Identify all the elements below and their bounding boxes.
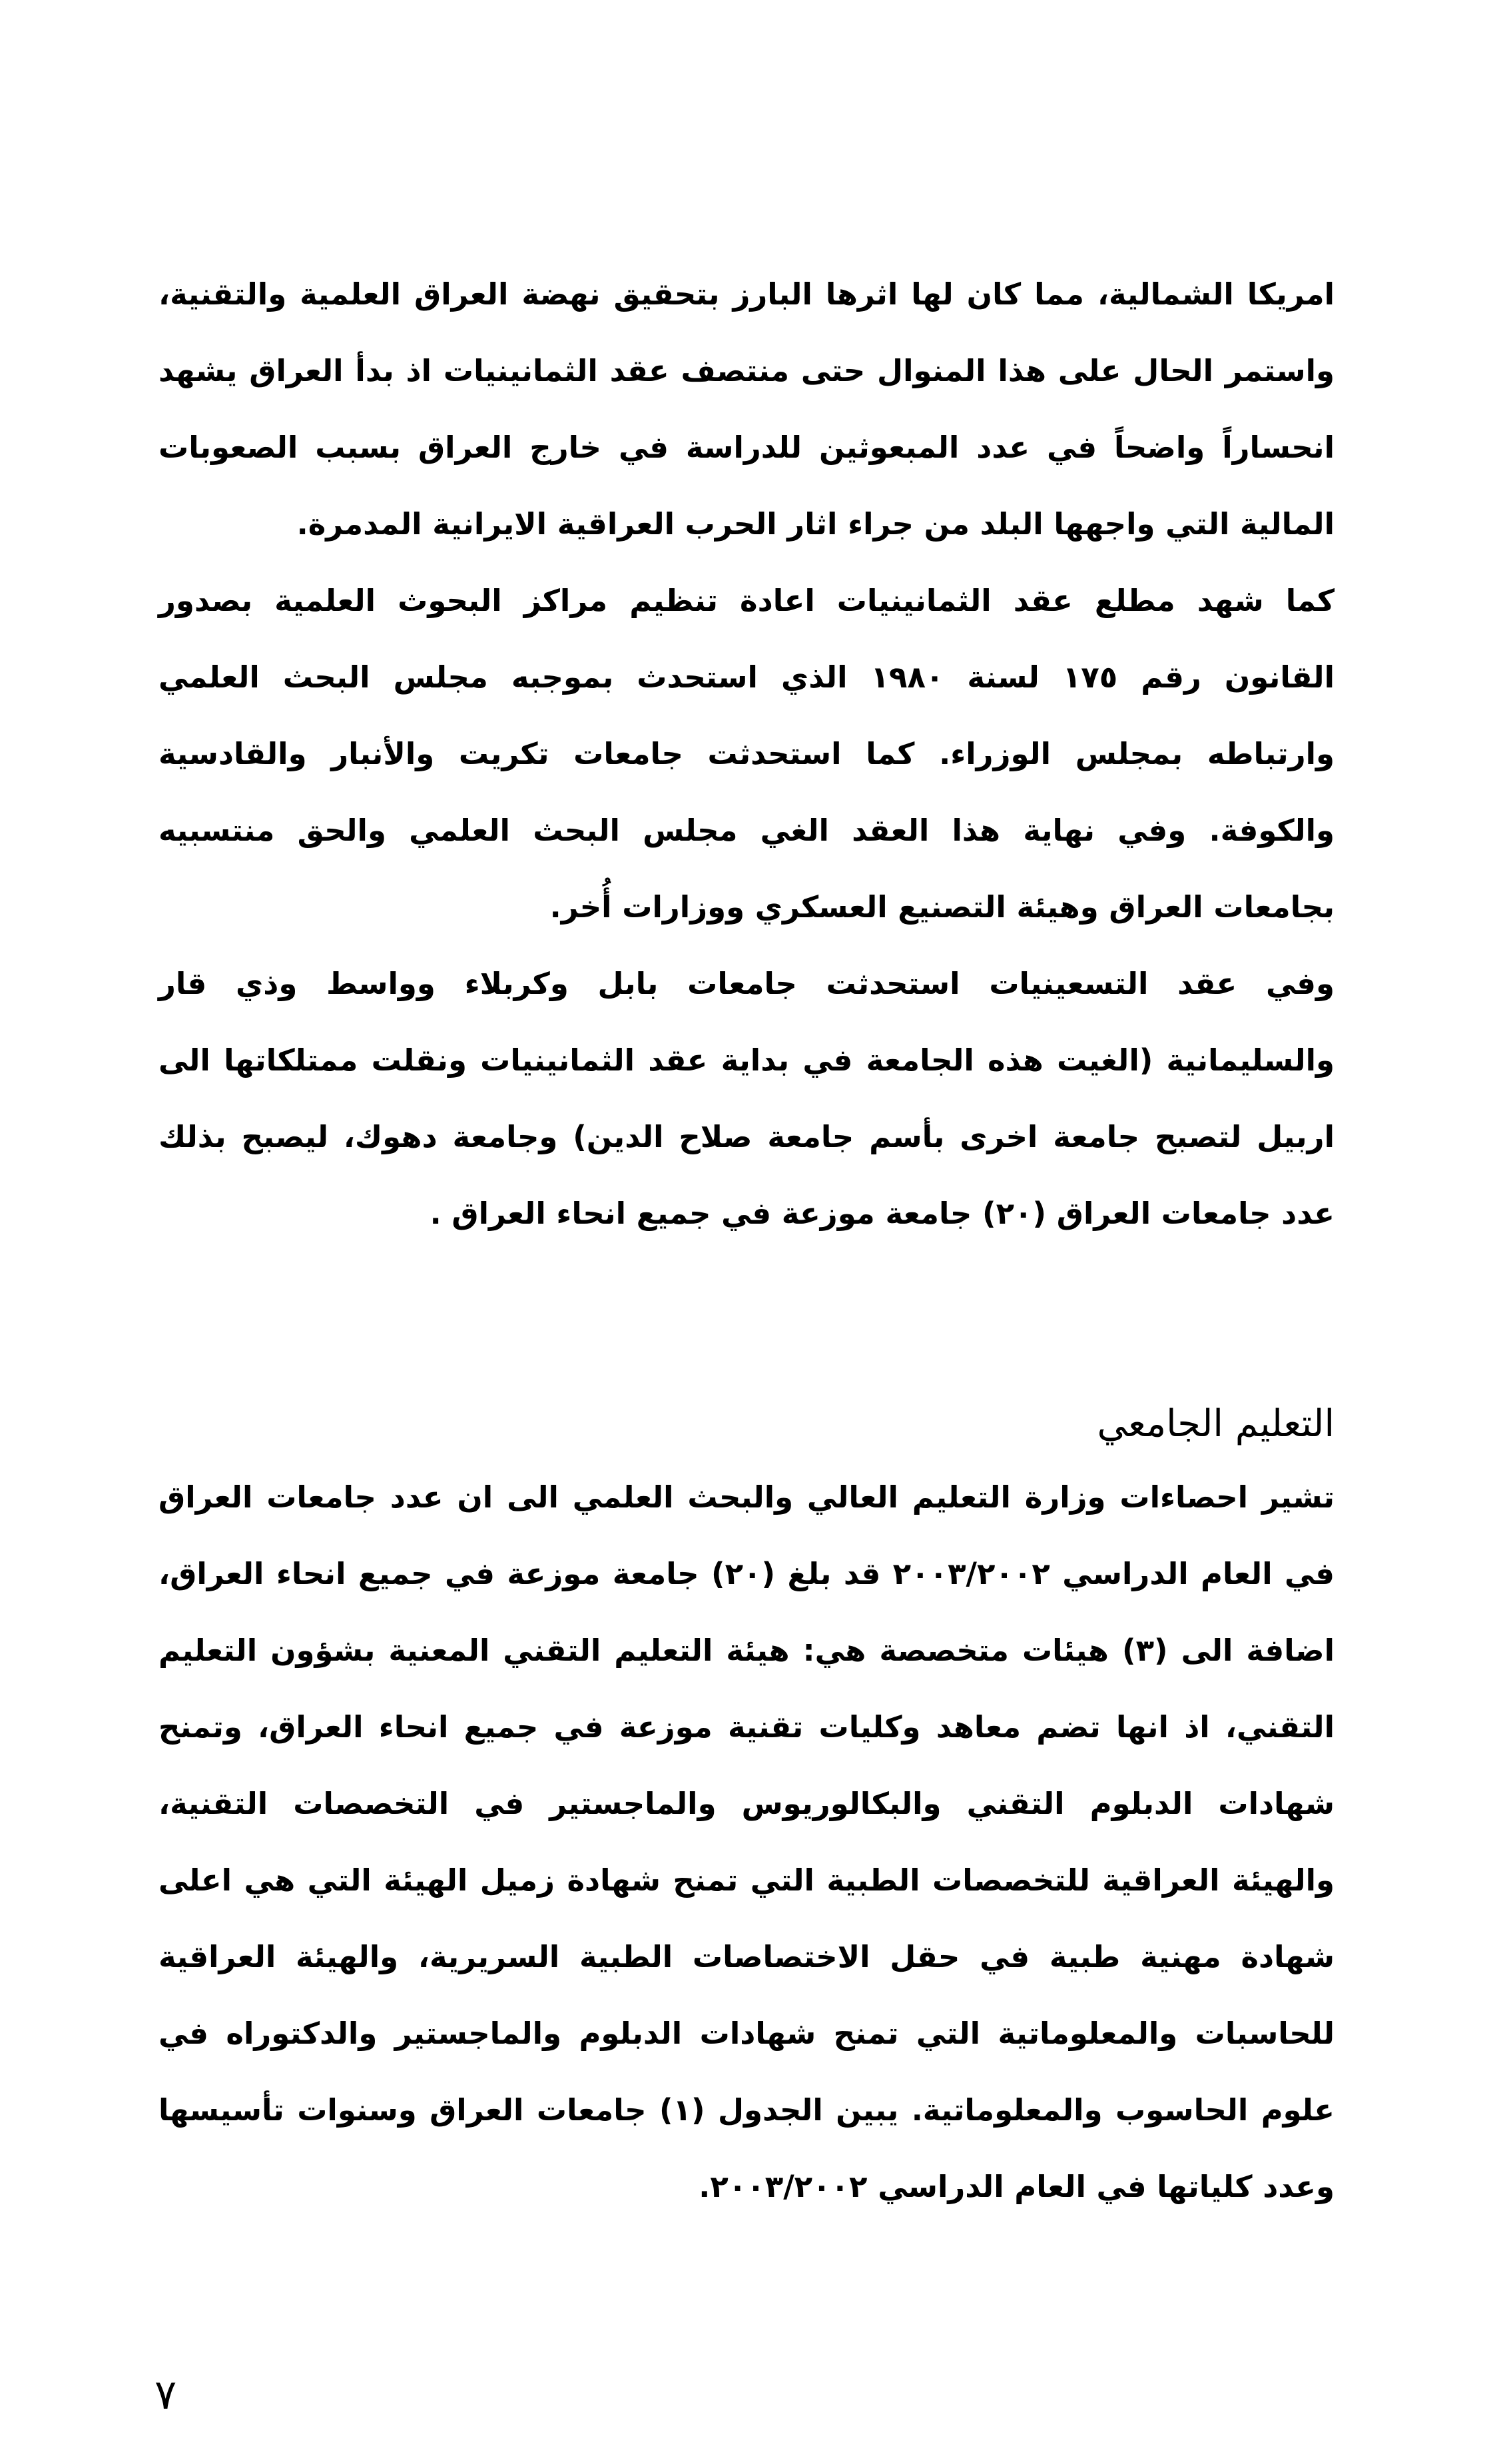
university-education-text-block	[158, 1459, 1335, 2225]
paragraph-ministry-statistics: تشير احصاءات وزارة التعليم العالي والبحث العلمي الى ان عدد جامعات العراق في العام الدراسي ٢٠٠٣/٢٠٠٢ قد بلغ (٢٠) جامعة موزعة في جميع انحاء العراق، اضافة الى (٣) هيئات متخصصة هي: هيئة التعليم التقني المعنية بشؤون التعليم التقني، اذ انها تضم معاهد وكليات تقنية موزعة في جميع انحاء العراق، وتمنح شهادات الدبلوم التقني والبكالوريوس والماجستير في التخصصات التقنية، والهيئة العراقية للتخصصات الطبية التي تمنح شهادة زميل الهيئة التي هي اعلى شهادة مهنية طبية في حقل الاختصاصات الطبية السريرية، والهيئة العراقية للحاسبات والمعلوماتية التي تمنح شهادات الدبلوم والماجستير والدكتوراه في علوم الحاسوب والمعلوماتية. يبين الجدول (١) جامعات العراق وسنوات تأسيسها وعدد كلياتها في العام الدراسي ٢٠٠٣/٢٠٠٢.	[158, 1479, 1335, 2204]
paragraph-north-america-scholarships: امريكا الشمالية، مما كان لها اثرها البارز بتحقيق نهضة العراق العلمية والتقنية، واستمر الحال على هذا المنوال حتى منتصف عقد الثمانينيات اذ بدأ العراق يشهد انحساراً واضحاً في عدد المبعوثين للدراسة في خارج العراق بسبب الصعوبات المالية التي واجهها البلد من جراء اثار الحرب العراقية الايرانية المدمرة.	[158, 276, 1335, 542]
page-number: ٧	[154, 2370, 177, 2419]
paragraph-research-centers-1980: كما شهد مطلع عقد الثمانينيات اعادة تنظيم مراكز البحوث العلمية بصدور القانون رقم ١٧٥ لسنة ١٩٨٠ الذي استحدث بموجبه مجلس البحث العلمي وارتباطه بمجلس الوزراء. كما استحدثت جامعات تكريت والأنبار والقادسية والكوفة. وفي نهاية هذا العقد الغي مجلس البحث العلمي والحق منتسبيه بجامعات العراق وهيئة التصنيع العسكري ووزارات أُخر.	[158, 583, 1335, 925]
paragraph-nineties-universities: وفي عقد التسعينيات استحدثت جامعات بابل وكربلاء وواسط وذي قار والسليمانية (الغيت هذه الجامعة في بداية عقد الثمانينيات ونقلت ممتلكاتها الى اربيل لتصبح جامعة اخرى بأسم جامعة صلاح الدين) وجامعة دهوك، ليصبح بذلك عدد جامعات العراق (٢٠) جامعة موزعة في جميع انحاء العراق .	[158, 966, 1335, 1231]
intro-text-block	[158, 256, 1335, 1252]
section-heading-university-education: التعليم الجامعي	[1097, 1402, 1335, 1445]
